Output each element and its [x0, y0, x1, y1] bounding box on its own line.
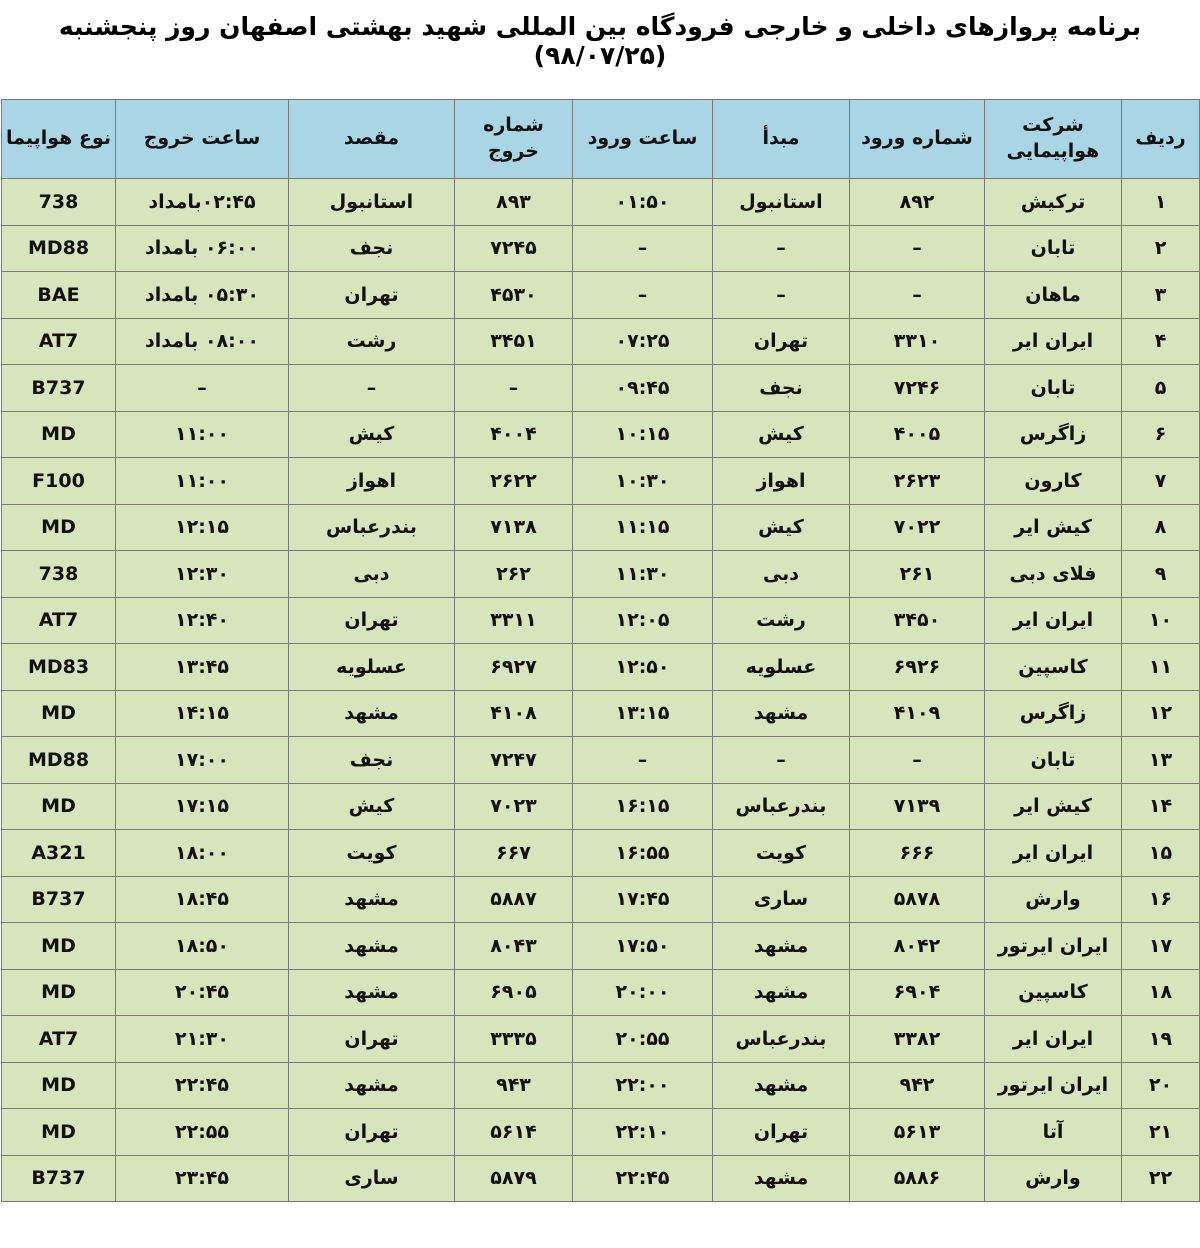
- cell-row-number: ۱: [1122, 179, 1200, 226]
- cell-aircraft-type: B737: [2, 365, 116, 412]
- cell-destination: نجف: [289, 225, 455, 272]
- cell-arrival-time: ۱۷:۵۰: [573, 923, 713, 970]
- cell-origin: مشهد: [713, 923, 850, 970]
- cell-departure-number: ۹۴۳: [455, 1062, 573, 1109]
- cell-departure-time: ۱۲:۴۰: [116, 597, 289, 644]
- cell-arrival-time: ۰۱:۵۰: [573, 179, 713, 226]
- cell-destination: عسلویه: [289, 644, 455, 691]
- cell-airline: ایران ایرتور: [985, 1062, 1122, 1109]
- cell-origin: مشهد: [713, 1062, 850, 1109]
- cell-row-number: ۶: [1122, 411, 1200, 458]
- cell-airline: تابان: [985, 737, 1122, 784]
- table-row: [2, 225, 1200, 272]
- cell-origin: –: [713, 737, 850, 784]
- cell-departure-time: ۲۱:۳۰: [116, 1016, 289, 1063]
- cell-arrival-number: ۵۸۷۸: [850, 876, 985, 923]
- cell-departure-number: ۴۵۳۰: [455, 272, 573, 319]
- cell-row-number: ۱۸: [1122, 969, 1200, 1016]
- cell-destination: مشهد: [289, 876, 455, 923]
- cell-destination: مشهد: [289, 690, 455, 737]
- table-row: [2, 365, 1200, 412]
- cell-aircraft-type: B737: [2, 1155, 116, 1202]
- cell-arrival-time: ۱۷:۴۵: [573, 876, 713, 923]
- cell-origin: ساری: [713, 876, 850, 923]
- cell-arrival-number: –: [850, 225, 985, 272]
- cell-arrival-time: ۱۲:۵۰: [573, 644, 713, 691]
- cell-row-number: ۲: [1122, 225, 1200, 272]
- cell-arrival-number: ۷۲۴۶: [850, 365, 985, 412]
- cell-departure-number: ۳۴۵۱: [455, 318, 573, 365]
- cell-row-number: ۴: [1122, 318, 1200, 365]
- cell-aircraft-type: MD: [2, 969, 116, 1016]
- cell-departure-number: ۶۹۰۵: [455, 969, 573, 1016]
- cell-destination: مشهد: [289, 1062, 455, 1109]
- cell-arrival-time: –: [573, 272, 713, 319]
- cell-origin: استانبول: [713, 179, 850, 226]
- cell-aircraft-type: 738: [2, 179, 116, 226]
- cell-arrival-time: ۱۰:۱۵: [573, 411, 713, 458]
- cell-arrival-time: –: [573, 225, 713, 272]
- cell-airline: وارش: [985, 1155, 1122, 1202]
- cell-arrival-number: ۵۸۸۶: [850, 1155, 985, 1202]
- cell-departure-time: ۰۸:۰۰ بامداد: [116, 318, 289, 365]
- cell-airline: زاگرس: [985, 411, 1122, 458]
- cell-departure-number: ۸۹۳: [455, 179, 573, 226]
- cell-destination: ساری: [289, 1155, 455, 1202]
- cell-origin: نجف: [713, 365, 850, 412]
- cell-arrival-time: ۲۰:۵۵: [573, 1016, 713, 1063]
- header-row-number: ردیف: [1122, 100, 1200, 179]
- table-row: [2, 318, 1200, 365]
- cell-destination: نجف: [289, 737, 455, 784]
- cell-departure-number: ۳۳۱۱: [455, 597, 573, 644]
- cell-airline: ایران ایر: [985, 597, 1122, 644]
- cell-airline: کارون: [985, 458, 1122, 505]
- cell-departure-number: ۵۸۷۹: [455, 1155, 573, 1202]
- cell-departure-time: ۰۵:۳۰ بامداد: [116, 272, 289, 319]
- cell-arrival-number: –: [850, 272, 985, 319]
- cell-destination: تهران: [289, 1016, 455, 1063]
- table-row: [2, 179, 1200, 226]
- cell-destination: تهران: [289, 272, 455, 319]
- cell-airline: ایران ایرتور: [985, 923, 1122, 970]
- cell-departure-number: ۷۱۳۸: [455, 504, 573, 551]
- cell-origin: تهران: [713, 318, 850, 365]
- cell-row-number: ۱۵: [1122, 830, 1200, 877]
- cell-departure-number: ۷۲۴۵: [455, 225, 573, 272]
- cell-arrival-number: ۶۶۶: [850, 830, 985, 877]
- cell-departure-time: ۲۰:۴۵: [116, 969, 289, 1016]
- cell-arrival-number: ۲۶۲۳: [850, 458, 985, 505]
- cell-row-number: ۹: [1122, 551, 1200, 598]
- table-row: [2, 551, 1200, 598]
- cell-aircraft-type: A321: [2, 830, 116, 877]
- cell-departure-time: ۱۲:۱۵: [116, 504, 289, 551]
- cell-departure-time: ۰۶:۰۰ بامداد: [116, 225, 289, 272]
- cell-departure-number: ۶۹۲۷: [455, 644, 573, 691]
- cell-aircraft-type: BAE: [2, 272, 116, 319]
- cell-arrival-time: –: [573, 737, 713, 784]
- cell-row-number: ۷: [1122, 458, 1200, 505]
- cell-row-number: ۲۲: [1122, 1155, 1200, 1202]
- cell-arrival-number: ۴۰۰۵: [850, 411, 985, 458]
- cell-departure-time: –: [116, 365, 289, 412]
- cell-airline: کاسپین: [985, 969, 1122, 1016]
- header-departure-number: شماره خروج: [455, 100, 573, 179]
- cell-origin: بندرعباس: [713, 1016, 850, 1063]
- cell-origin: مشهد: [713, 690, 850, 737]
- cell-arrival-time: ۱۲:۰۵: [573, 597, 713, 644]
- cell-arrival-number: ۶۹۰۴: [850, 969, 985, 1016]
- cell-arrival-time: ۱۰:۳۰: [573, 458, 713, 505]
- cell-aircraft-type: MD: [2, 411, 116, 458]
- cell-origin: کیش: [713, 411, 850, 458]
- cell-origin: –: [713, 272, 850, 319]
- cell-destination: بندرعباس: [289, 504, 455, 551]
- cell-airline: آتا: [985, 1109, 1122, 1156]
- cell-airline: ایران ایر: [985, 318, 1122, 365]
- cell-origin: کویت: [713, 830, 850, 877]
- cell-destination: –: [289, 365, 455, 412]
- table-row: [2, 737, 1200, 784]
- cell-origin: بندرعباس: [713, 783, 850, 830]
- cell-arrival-number: ۳۴۵۰: [850, 597, 985, 644]
- cell-departure-number: ۵۶۱۴: [455, 1109, 573, 1156]
- cell-arrival-time: ۱۱:۳۰: [573, 551, 713, 598]
- cell-arrival-time: ۰۹:۴۵: [573, 365, 713, 412]
- cell-row-number: ۱۴: [1122, 783, 1200, 830]
- page-title: برنامه پروازهای داخلی و خارجی فرودگاه بین المللی شهید بهشتی اصفهان روز پنجشنبه (۹۸/۰۷/۲۵): [58, 12, 1142, 70]
- table-header-row: [2, 100, 1200, 179]
- cell-arrival-time: ۱۶:۱۵: [573, 783, 713, 830]
- cell-arrival-number: ۳۳۱۰: [850, 318, 985, 365]
- cell-arrival-number: ۷۱۳۹: [850, 783, 985, 830]
- cell-airline: ترکیش: [985, 179, 1122, 226]
- table-row: [2, 1062, 1200, 1109]
- cell-origin: دبی: [713, 551, 850, 598]
- table-body: [2, 179, 1200, 1202]
- cell-arrival-number: ۷۰۲۲: [850, 504, 985, 551]
- cell-departure-number: ۴۰۰۴: [455, 411, 573, 458]
- cell-departure-number: ۳۳۳۵: [455, 1016, 573, 1063]
- cell-arrival-time: ۱۶:۵۵: [573, 830, 713, 877]
- cell-origin: –: [713, 225, 850, 272]
- header-arrival-time: ساعت ورود: [573, 100, 713, 179]
- cell-arrival-number: ۳۳۸۲: [850, 1016, 985, 1063]
- cell-origin: رشت: [713, 597, 850, 644]
- cell-departure-time: ۲۲:۴۵: [116, 1062, 289, 1109]
- cell-origin: مشهد: [713, 1155, 850, 1202]
- cell-airline: زاگرس: [985, 690, 1122, 737]
- cell-aircraft-type: F100: [2, 458, 116, 505]
- cell-arrival-number: –: [850, 737, 985, 784]
- cell-departure-time: ۱۱:۰۰: [116, 411, 289, 458]
- cell-aircraft-type: MD: [2, 923, 116, 970]
- cell-departure-time: ۰۲:۴۵بامداد: [116, 179, 289, 226]
- cell-departure-number: ۸۰۴۳: [455, 923, 573, 970]
- cell-departure-time: ۲۲:۵۵: [116, 1109, 289, 1156]
- table-row: [2, 876, 1200, 923]
- cell-airline: وارش: [985, 876, 1122, 923]
- cell-arrival-number: ۴۱۰۹: [850, 690, 985, 737]
- cell-destination: کیش: [289, 411, 455, 458]
- cell-aircraft-type: MD: [2, 783, 116, 830]
- cell-airline: کیش ایر: [985, 783, 1122, 830]
- cell-arrival-time: ۱۱:۱۵: [573, 504, 713, 551]
- cell-arrival-time: ۲۲:۰۰: [573, 1062, 713, 1109]
- cell-departure-time: ۱۷:۰۰: [116, 737, 289, 784]
- header-departure-time: ساعت خروج: [116, 100, 289, 179]
- cell-row-number: ۲۱: [1122, 1109, 1200, 1156]
- cell-departure-number: ۴۱۰۸: [455, 690, 573, 737]
- cell-aircraft-type: AT7: [2, 318, 116, 365]
- cell-departure-number: ۶۶۷: [455, 830, 573, 877]
- cell-arrival-number: ۸۰۴۲: [850, 923, 985, 970]
- cell-row-number: ۵: [1122, 365, 1200, 412]
- cell-row-number: ۱۰: [1122, 597, 1200, 644]
- cell-airline: ایران ایر: [985, 1016, 1122, 1063]
- cell-row-number: ۸: [1122, 504, 1200, 551]
- cell-departure-number: ۵۸۸۷: [455, 876, 573, 923]
- cell-row-number: ۱۹: [1122, 1016, 1200, 1063]
- cell-departure-time: ۱۴:۱۵: [116, 690, 289, 737]
- header-arrival-number: شماره ورود: [850, 100, 985, 179]
- table-row: [2, 783, 1200, 830]
- cell-arrival-number: ۸۹۲: [850, 179, 985, 226]
- cell-origin: عسلویه: [713, 644, 850, 691]
- table-row: [2, 830, 1200, 877]
- table-row: [2, 504, 1200, 551]
- cell-destination: رشت: [289, 318, 455, 365]
- cell-aircraft-type: MD: [2, 1062, 116, 1109]
- cell-departure-number: ۲۶۲: [455, 551, 573, 598]
- cell-departure-time: ۱۸:۰۰: [116, 830, 289, 877]
- cell-departure-number: ۲۶۲۲: [455, 458, 573, 505]
- header-origin: مبدأ: [713, 100, 850, 179]
- cell-origin: تهران: [713, 1109, 850, 1156]
- table-row: [2, 690, 1200, 737]
- cell-arrival-time: ۲۰:۰۰: [573, 969, 713, 1016]
- cell-aircraft-type: B737: [2, 876, 116, 923]
- table-row: [2, 969, 1200, 1016]
- table-row: [2, 597, 1200, 644]
- table-row: [2, 411, 1200, 458]
- cell-destination: اهواز: [289, 458, 455, 505]
- cell-origin: کیش: [713, 504, 850, 551]
- cell-arrival-time: ۲۲:۱۰: [573, 1109, 713, 1156]
- table-row: [2, 458, 1200, 505]
- cell-aircraft-type: MD: [2, 1109, 116, 1156]
- flight-schedule-table: [1, 99, 1200, 1202]
- table-row: [2, 923, 1200, 970]
- cell-airline: کیش ایر: [985, 504, 1122, 551]
- cell-airline: تابان: [985, 225, 1122, 272]
- cell-arrival-time: ۲۲:۴۵: [573, 1155, 713, 1202]
- cell-row-number: ۳: [1122, 272, 1200, 319]
- cell-departure-time: ۱۲:۳۰: [116, 551, 289, 598]
- cell-arrival-number: ۵۶۱۳: [850, 1109, 985, 1156]
- cell-airline: کاسپین: [985, 644, 1122, 691]
- cell-departure-time: ۱۳:۴۵: [116, 644, 289, 691]
- cell-arrival-time: ۰۷:۲۵: [573, 318, 713, 365]
- cell-destination: مشهد: [289, 969, 455, 1016]
- cell-row-number: ۲۰: [1122, 1062, 1200, 1109]
- table-row: [2, 1155, 1200, 1202]
- header-airline: شرکت هواپیمایی: [985, 100, 1122, 179]
- cell-row-number: ۱۱: [1122, 644, 1200, 691]
- cell-aircraft-type: AT7: [2, 597, 116, 644]
- cell-aircraft-type: MD: [2, 690, 116, 737]
- cell-airline: تابان: [985, 365, 1122, 412]
- cell-destination: مشهد: [289, 923, 455, 970]
- cell-aircraft-type: MD83: [2, 644, 116, 691]
- cell-arrival-number: ۶۹۲۶: [850, 644, 985, 691]
- cell-origin: مشهد: [713, 969, 850, 1016]
- cell-aircraft-type: MD88: [2, 737, 116, 784]
- header-destination: مقصد: [289, 100, 455, 179]
- cell-airline: ماهان: [985, 272, 1122, 319]
- cell-aircraft-type: MD: [2, 504, 116, 551]
- cell-destination: کیش: [289, 783, 455, 830]
- cell-aircraft-type: AT7: [2, 1016, 116, 1063]
- header-aircraft-type: نوع هواپیما: [2, 100, 116, 179]
- cell-departure-time: ۱۸:۴۵: [116, 876, 289, 923]
- cell-airline: ایران ایر: [985, 830, 1122, 877]
- cell-row-number: ۱۳: [1122, 737, 1200, 784]
- table-row: [2, 272, 1200, 319]
- cell-departure-time: ۱۸:۵۰: [116, 923, 289, 970]
- cell-departure-number: ۷۰۲۳: [455, 783, 573, 830]
- cell-arrival-number: ۲۶۱: [850, 551, 985, 598]
- cell-destination: کویت: [289, 830, 455, 877]
- cell-row-number: ۱۷: [1122, 923, 1200, 970]
- cell-arrival-time: ۱۳:۱۵: [573, 690, 713, 737]
- cell-airline: فلای دبی: [985, 551, 1122, 598]
- cell-row-number: ۱۲: [1122, 690, 1200, 737]
- cell-destination: استانبول: [289, 179, 455, 226]
- cell-aircraft-type: 738: [2, 551, 116, 598]
- cell-departure-number: –: [455, 365, 573, 412]
- cell-destination: تهران: [289, 1109, 455, 1156]
- cell-departure-time: ۱۷:۱۵: [116, 783, 289, 830]
- cell-aircraft-type: MD88: [2, 225, 116, 272]
- table-row: [2, 644, 1200, 691]
- cell-departure-number: ۷۲۴۷: [455, 737, 573, 784]
- cell-origin: اهواز: [713, 458, 850, 505]
- cell-destination: دبی: [289, 551, 455, 598]
- cell-row-number: ۱۶: [1122, 876, 1200, 923]
- cell-departure-time: ۲۳:۴۵: [116, 1155, 289, 1202]
- cell-arrival-number: ۹۴۲: [850, 1062, 985, 1109]
- table-row: [2, 1016, 1200, 1063]
- cell-departure-time: ۱۱:۰۰: [116, 458, 289, 505]
- cell-destination: تهران: [289, 597, 455, 644]
- table-row: [2, 1109, 1200, 1156]
